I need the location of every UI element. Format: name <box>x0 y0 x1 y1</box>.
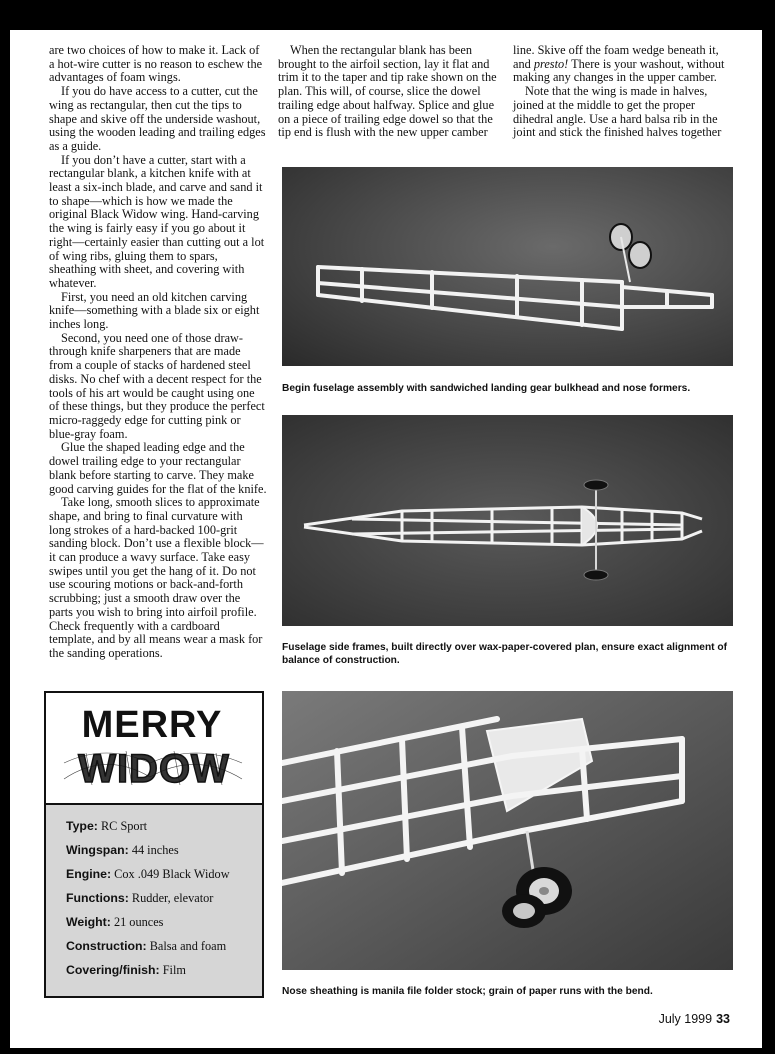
spec-covering <box>66 963 186 978</box>
paragraph: When the rectangular blank has been brought to the airfoil section, lay it flat and trim it to the taper and tip rake shown on the plan. This will, of course, slice the dowel trailing edge about halfway. Splice and glue on a piece of trailing edge dowel so that the tip end is flush with the new upper camber <box>278 43 497 140</box>
paragraph: If you do have access to a cutter, cut the wing as rectangular, then cut the tips to shape and skive off the underside washout, using the wooden leading and trailing edges as a guide. <box>49 84 266 153</box>
paragraph: are two choices of how to make it. Lack of a hot-wire cutter is no reason to eschew the advantages of foam wings. <box>49 43 263 85</box>
nose-sheathing-photo <box>282 691 733 970</box>
photo-caption: Fuselage side frames, built directly over wax-paper-covered plan, ensure exact alignment of balance of construction. <box>282 642 728 666</box>
spec-engine <box>66 867 230 882</box>
spec-construction <box>66 939 226 954</box>
spec-value: Rudder, elevator <box>131 891 214 905</box>
spec-label: Engine: <box>66 867 112 881</box>
paragraph: Note that the wing is made in halves, joined at the middle to get the proper dihedral angle. Use a hard balsa rib in the joint and stick the finished halves together <box>513 84 722 140</box>
spec-wingspan <box>66 843 179 858</box>
magazine-page <box>10 30 762 1048</box>
spec-label: Wingspan: <box>66 843 129 857</box>
spec-value: 21 ounces <box>113 915 164 929</box>
page-number: 33 <box>716 1012 730 1026</box>
photo-caption: Begin fuselage assembly with sandwiched landing gear bulkhead and nose formers. <box>282 383 691 394</box>
photo-caption: Nose sheathing is manila file folder stock; grain of paper runs with the bend. <box>282 986 653 997</box>
paragraph: If you don’t have a cutter, start with a rectangular blank, a kitchen knife with at least a six-inch blade, and carve and sand it to shape—which is how we made the original Black Widow wing. Hand-carving the wing is fairly easy if you go about it right—certainly easier than cutting out a lot of wing ribs, gluing them to spars, sheathing with sheet, and covering with whatever. <box>49 152 265 290</box>
merry-widow-logo <box>46 693 262 805</box>
emphasis-text: presto! <box>533 56 569 71</box>
paragraph <box>513 44 735 85</box>
spec-label: Covering/finish: <box>66 963 160 977</box>
spec-value: Cox .049 Black Widow <box>114 867 230 881</box>
page-footer <box>659 1012 730 1026</box>
spec-type <box>66 819 147 834</box>
landing-wheel <box>502 894 546 928</box>
paragraph: Second, you need one of those draw-through knife sharpeners that are made from a couple of stacks of hardened steel disks. No chef with a decent respect for the tools of his art would be caught using one of these things, but they produce the perfect micro-raggedy edge for cutting pink or blue-gray foam. <box>49 330 265 441</box>
logo-title-line-1: MERRY <box>81 704 223 746</box>
article-column-3 <box>513 44 735 140</box>
fuselage-side-frames-photo <box>282 415 733 626</box>
spec-label: Type: <box>66 819 98 833</box>
article-column-1 <box>49 44 267 661</box>
spec-value: Balsa and foam <box>149 939 227 953</box>
spec-value: 44 inches <box>131 843 179 857</box>
paragraph-text: line. Skive off the foam wedge beneath it, and <box>513 43 719 71</box>
spec-label: Construction: <box>66 939 147 953</box>
paragraph: Take long, smooth slices to approximate shape, and bring to final curvature with long strokes of a hard-backed 100-grit sanding block. Don’t use a flexible block—it can produce a wavy surface. Take easy swipes until you get the hang of it. Do not use scouring motions or back-and-forth scrubbing; just a smooth draw over the parts you wish to bring into airfoil profile. Check frequently with a cardboard template, and by all means wear a mask for the sanding operations. <box>49 495 264 660</box>
spec-label: Weight: <box>66 915 111 929</box>
spec-label: Functions: <box>66 891 129 905</box>
spec-functions <box>66 891 213 906</box>
spec-value: Film <box>162 963 186 977</box>
issue-date: July 1999 <box>658 1012 713 1026</box>
spec-list <box>46 805 262 996</box>
specs-sidebar <box>44 691 264 998</box>
fuselage-assembly-photo <box>282 167 733 366</box>
paragraph: Glue the shaped leading edge and the dowel trailing edge to your rectangular blank before starting to carve. They make good carving guides for the flat of the knife. <box>49 440 267 496</box>
paragraph: First, you need an old kitchen carving knife—something with a blade six or eight inches long. <box>49 289 260 332</box>
paragraph-text: There is your washout, without making any changes in the upper camber. <box>513 56 725 85</box>
logo-title-line-2: WIDOW <box>78 747 230 791</box>
article-column-2 <box>278 44 498 140</box>
spec-weight <box>66 915 163 930</box>
spec-value: RC Sport <box>100 819 148 833</box>
